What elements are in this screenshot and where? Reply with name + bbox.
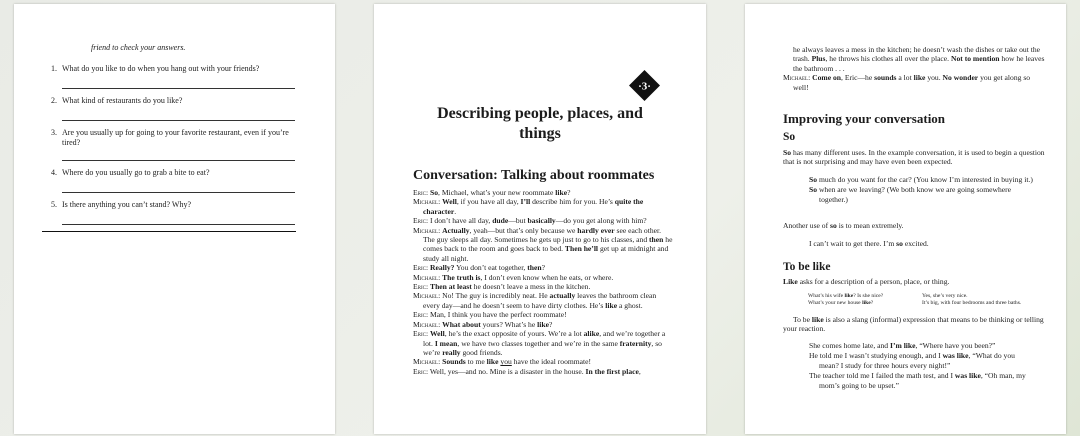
section-heading: Conversation: Talking about roommates: [413, 168, 655, 183]
like-examples: [809, 341, 1035, 391]
question-number: 3.: [51, 128, 57, 137]
question-number: 5.: [51, 200, 57, 209]
question-number: 4.: [51, 168, 57, 177]
section-end-rule: [42, 231, 296, 232]
question-text: What kind of restaurants do you like?: [62, 96, 183, 105]
like-explanation: [783, 277, 1045, 286]
question-text: Is there anything you can’t stand? Why?: [62, 200, 191, 209]
answer-line: [62, 88, 295, 89]
chapter-number-badge: [629, 70, 660, 101]
so-explanation: [783, 148, 1045, 167]
conversation-continued: he always leaves a mess in the kitchen; he doesn’t wash the dishes or take out the trash. Plus, he throws his clothes all over the place. Not to mention how he leaves the bathroom . . . Michael: Come on, Eric—he sounds a lot like you. No wonder you get along so well!: [783, 45, 1045, 92]
question-3: [51, 128, 301, 148]
question-cell: What’s his wife like? Is she nice?: [808, 293, 884, 299]
like-example-table: [808, 293, 1048, 308]
answer-line: [62, 192, 295, 193]
section-heading: Improving your conversation: [783, 111, 946, 126]
like-slang-note: To be like is also a slang (informal) expression that means to be thinking or telling your reaction.: [783, 315, 1044, 334]
answer-cell: It’s big, with four bedrooms and three baths.: [922, 300, 1022, 307]
so-extreme-example: I can’t wait to get there. I’m so excited.: [809, 239, 929, 248]
question-1: [51, 64, 301, 74]
answer-line: [62, 120, 295, 121]
answer-cell: Yes, she’s very nice.: [922, 293, 968, 299]
conversation-dialogue: Eric: So, Michael, what’s your new roommate like? Michael: Well, if you have all day, I’ll describe him for you. He’s quite the character. Eric: I don’t have all day, dude—but basically—do you get along with him? Michael: Actually, yeah—but that’s only because we hardly ever see each other. The guy sleeps all day. Sometimes he gets up just to go to his classes, and then he comes back to the room and goes back to bed. Then he’ll get up at midnight and study all night. Eric: Really? You don’t eat together, then? Michael: The truth is, I don’t even know when he eats, or where. Eric: Then at least he doesn’t leave a mess in the kitchen. Michael: No! The guy is incredibly neat. He actually leaves the bathroom clean every day—and he doesn’t seem to have dirty clothes. He’s like a ghost. Eric: Man, I think you have the perfect roommate! Michael: What about yours? What’s he like? Eric: Well, he’s the exact opposite of yours. We’re a lot alike, and we’re together a lot. I mean, we have two classes together and we’re in the same fraternity, so we’re really good friends. Michael: Sounds to me like you have the ideal roommate! Eric: Well, yes—and no. Mine is a disaster in the house. In the first place,: [413, 188, 673, 376]
workbook-page-right: [745, 4, 1066, 434]
example-sentence: So much do you want for the car? (You know I’m interested in buying it.): [809, 175, 1033, 184]
question-5: [51, 200, 301, 210]
like-term: Like: [783, 277, 798, 286]
subheading-so: So: [783, 131, 796, 143]
question-text: Where do you usually go to grab a bite to eat?: [62, 168, 210, 177]
chapter-title: Describing people, places, and things: [437, 105, 643, 142]
workbook-page-left: [14, 4, 335, 434]
like-body: asks for a description of a person, place, or thing.: [799, 277, 950, 286]
question-cell: What’s your new house like?: [808, 300, 874, 307]
question-text: What do you like to do when you hang out with your friends?: [62, 64, 260, 73]
example-sentence: The teacher told me I failed the math test, and I was like, “Oh man, my mom’s going to be upset.”: [809, 371, 1026, 390]
subheading-to-be-like: To be like: [783, 261, 831, 273]
chapter-number: ·3·: [638, 80, 651, 93]
question-text: Are you usually up for going to your favorite restaurant, even if you’re tired?: [62, 128, 289, 147]
example-sentence: He told me I wasn’t studying enough, and I was like, “What do you mean? I study for three hours every night!”: [809, 351, 1015, 370]
question-number: 1.: [51, 64, 57, 73]
exercise-instructions: friend to check your answers.: [91, 43, 186, 52]
answer-line: [62, 224, 295, 225]
question-number: 2.: [51, 96, 57, 105]
so-term: So: [783, 148, 792, 157]
question-4: [51, 168, 301, 178]
workbook-page-center: [374, 4, 706, 434]
example-sentence: So when are we leaving? (We both know we are going somewhere together.): [809, 185, 1012, 204]
example-sentence: She comes home late, and I’m like, “Where have you been?”: [809, 341, 996, 350]
answer-line: [62, 160, 295, 161]
question-2: [51, 96, 301, 106]
so-another-use: Another use of so is to mean extremely.: [783, 221, 904, 230]
table-row: [808, 300, 1048, 307]
so-examples: [809, 175, 1035, 205]
so-body: has many different uses. In the example conversation, it is used to begin a question that is not surprising and may have even been expected.: [783, 148, 1045, 167]
